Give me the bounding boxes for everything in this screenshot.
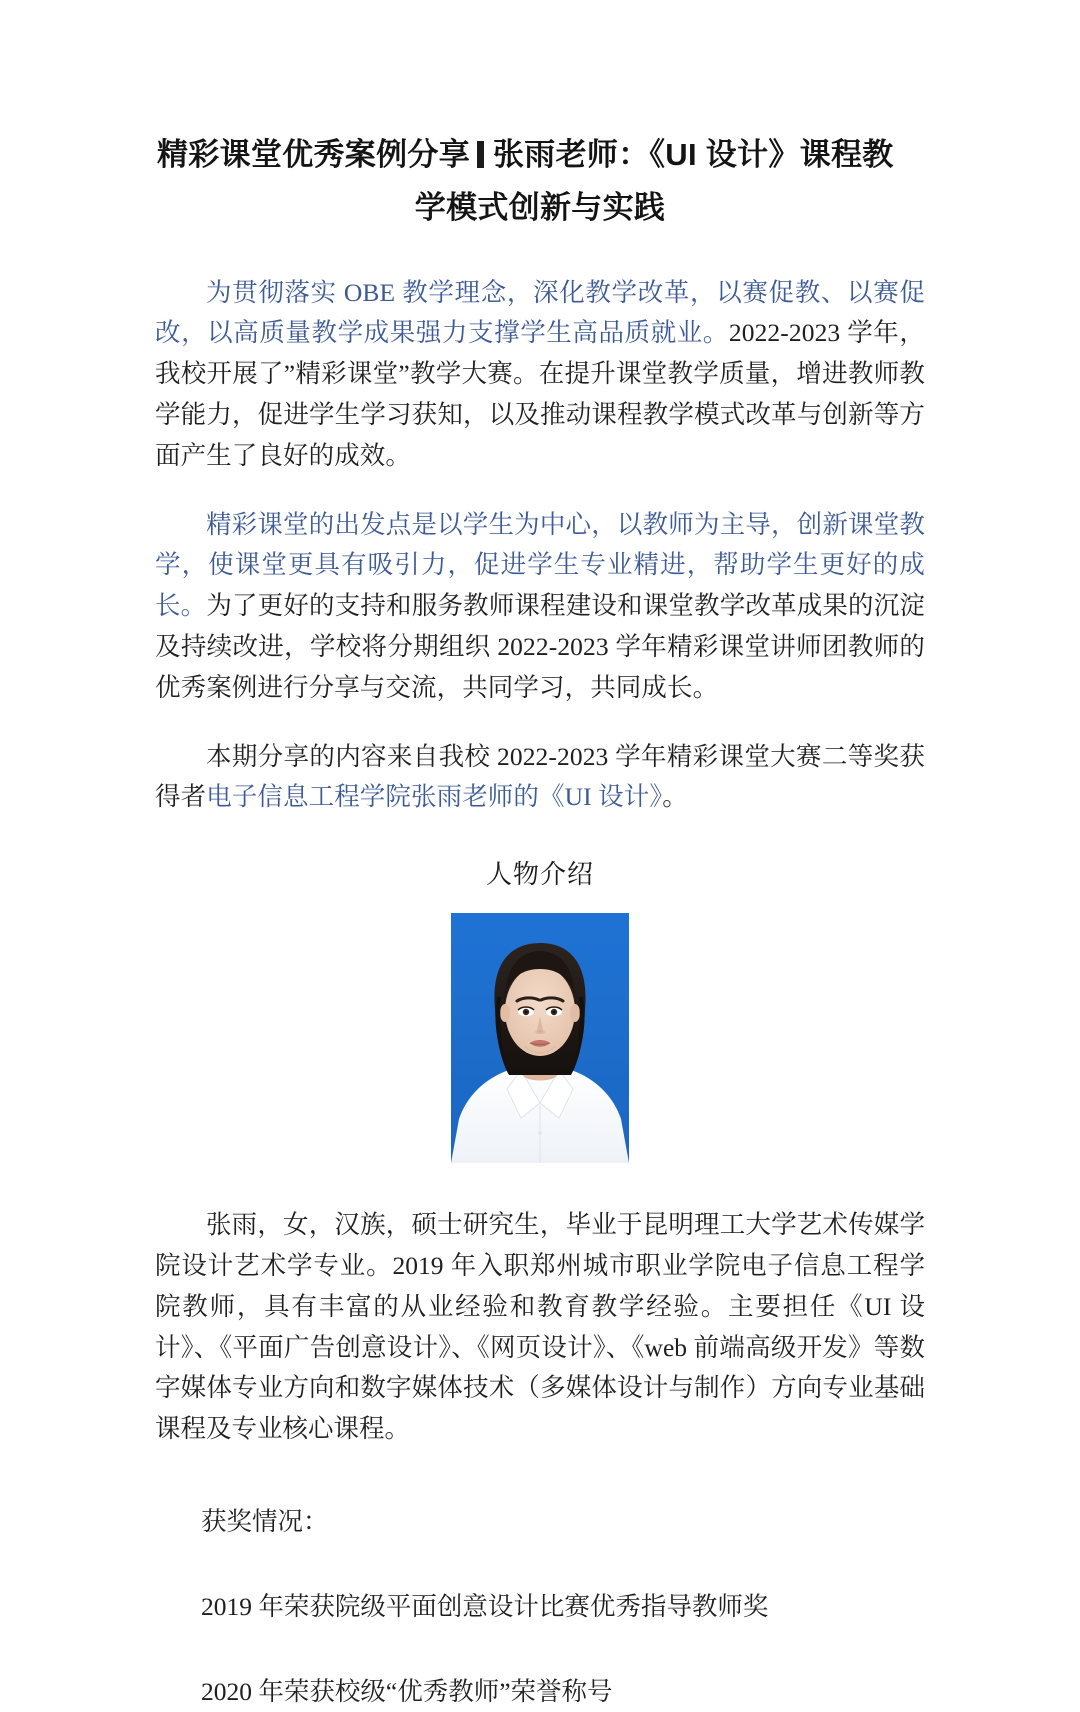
- paragraph-this-issue: [155, 737, 925, 819]
- paragraph-this-issue-blue: 电子信息工程学院张雨老师的《UI 设计》: [206, 782, 663, 812]
- award-item: 2020 年荣获校级“优秀教师”荣誉称号: [201, 1676, 613, 1706]
- portrait-photo-container: [155, 913, 925, 1163]
- section-heading-profile: 人物介绍: [485, 860, 594, 890]
- portrait-photo-image: [451, 913, 629, 1163]
- page-title-suffix: 张雨老师：《UI 设计》课程教: [493, 137, 894, 172]
- paragraph-purpose-blue: 精彩课堂的出发点是以学生为中心，以教师为主导，创新课堂教学，使课堂更具有吸引力，促进学生专业精进，帮助学生更好的成长。: [155, 509, 925, 621]
- page-title-line-2: 学模式创新与实践: [414, 190, 666, 226]
- page-title-prefix: 精彩课堂优秀案例分享: [157, 137, 470, 172]
- award-item: 2019 年荣获院级平面创意设计比赛优秀指导教师奖: [201, 1591, 769, 1621]
- portrait-photo: [451, 913, 629, 1163]
- paragraph-intro-blue: 为贯彻落实 OBE 教学理念，深化教学改革，以赛促教、以赛促改，以高质量教学成果强力支撑学生高品质就业。: [155, 277, 925, 348]
- paragraph-purpose-black: 为了更好的支持和服务教师课程建设和课堂教学改革成果的沉淀及持续改进，学校将分期组织 2022-2023 学年精彩课堂讲师团教师的优秀案例进行分享与交流，共同学习，共同成长。: [155, 591, 925, 702]
- paragraph-purpose: [155, 505, 925, 709]
- paragraph-intro: [155, 273, 925, 477]
- page-title: [155, 0, 925, 235]
- paragraph-this-issue-black: 本期分享的内容来自我校 2022-2023 学年精彩课堂大赛二等奖获得者: [155, 741, 925, 812]
- awards-label: 获奖情况：: [201, 1506, 329, 1536]
- paragraph-intro-black: 2022-2023 学年，我校开展了”精彩课堂”教学大赛。在提升课堂教学质量，增进教师教学能力，促进学生学习获知，以及推动课程教学模式改革与创新等方面产生了良好的成效。: [155, 318, 925, 470]
- title-separator-bar: [477, 141, 484, 168]
- bio-paragraph: 张雨，女，汉族，硕士研究生，毕业于昆明理工大学艺术传媒学院设计艺术学专业。2019 年入职郑州城市职业学院电子信息工程学院教师，具有丰富的从业经验和教育教学经验。主要担任《UI 设计》、《平面广告创意设计》、《网页设计》、《web 前端高级开发》等数字媒体专业方向和数字媒体技术（多媒体设计与制作）方向专业基础课程及专业核心课程。: [155, 1210, 925, 1444]
- page-title-line-1: [155, 128, 925, 181]
- paragraph-this-issue-tail: 。: [662, 782, 688, 812]
